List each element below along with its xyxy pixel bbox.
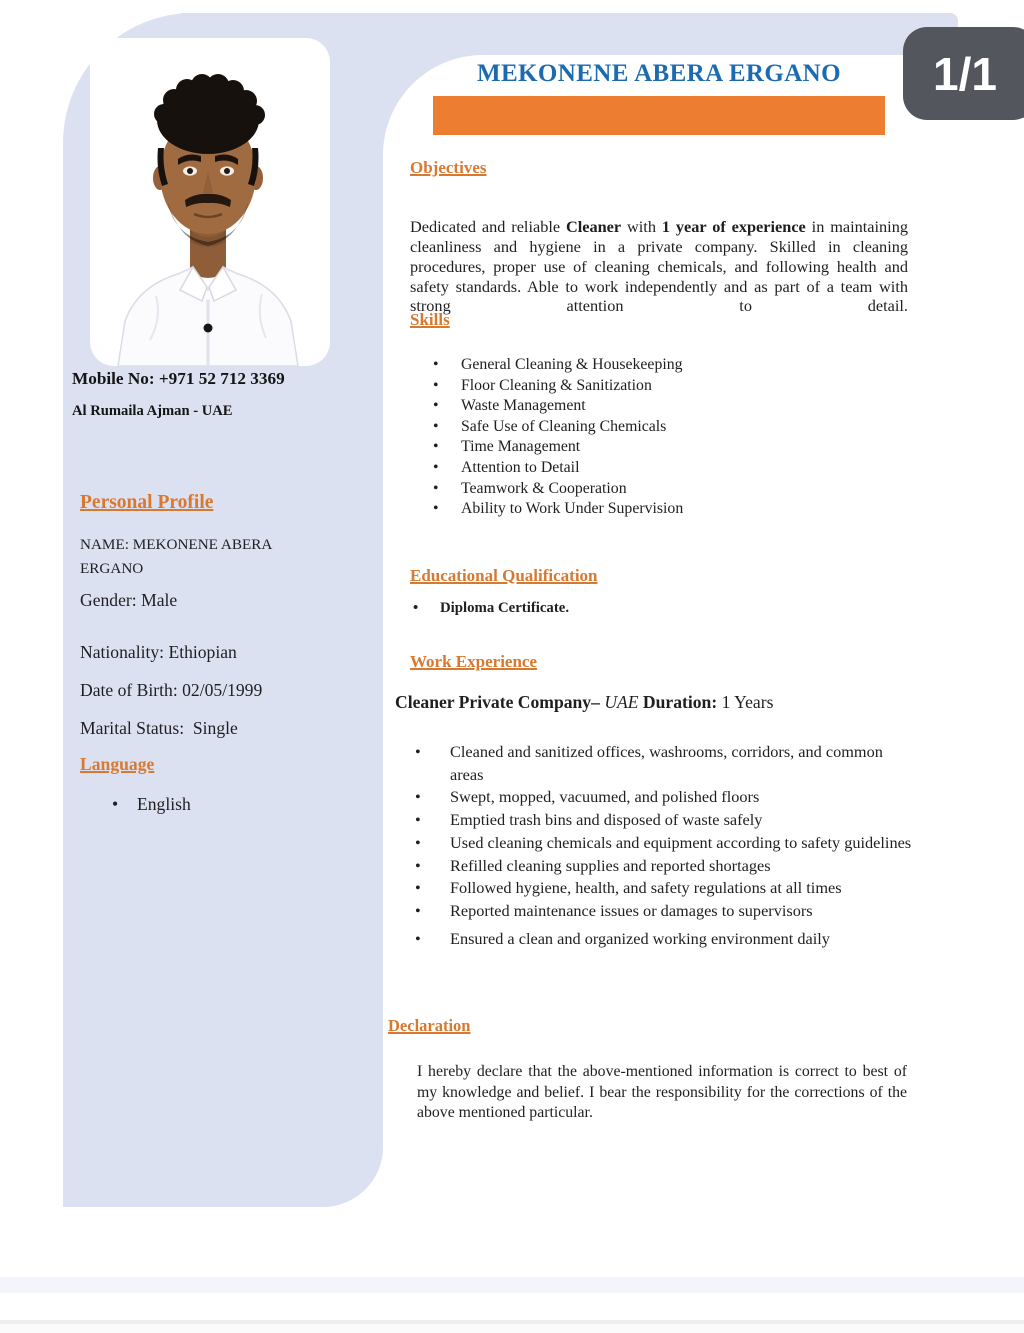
skill-item: • Floor Cleaning & Sanitization [433, 376, 873, 397]
profile-name: NAME: MEKONENE ABERA ERGANO [80, 536, 272, 577]
education-item: • Diploma Certificate. [413, 598, 853, 618]
declaration-heading: Declaration [388, 1016, 471, 1035]
bullet-icon [433, 396, 461, 417]
bullet-icon [415, 928, 450, 951]
portrait-illustration [90, 38, 330, 366]
bullet-icon [433, 458, 461, 479]
skills-heading: Skills [410, 310, 450, 329]
skill-item: • Waste Management [433, 396, 873, 417]
objectives-experience: 1 year of experience [661, 217, 806, 237]
employer-line [395, 692, 773, 713]
objectives-heading: Objectives [410, 158, 487, 177]
bullet-icon [413, 598, 440, 618]
duration-label: Duration: [642, 692, 718, 712]
title-accent-bar [433, 96, 885, 135]
page-indicator-label: 1/1 [933, 47, 997, 100]
mobile-number: Mobile No: +971 52 712 3369 [72, 369, 285, 388]
skills-list [433, 355, 873, 520]
profile-photo [90, 38, 330, 366]
duty-item: • Used cleaning chemicals and equipment according to safety guidelines [415, 832, 920, 855]
skill-item: • Ability to Work Under Supervision [433, 499, 873, 520]
profile-gender: Gender: Male [80, 590, 178, 610]
duty-item: • Reported maintenance issues or damages to supervisors [415, 900, 920, 923]
bullet-icon [433, 499, 461, 520]
page-gap-band [0, 1277, 1024, 1293]
bullet-icon [415, 809, 450, 832]
employer-location: UAE [604, 692, 643, 712]
skill-item: • Teamwork & Cooperation [433, 479, 873, 500]
profile-marital-status: Marital Status: Single [80, 718, 238, 738]
duration-value: 1 Years [717, 692, 774, 712]
bullet-icon [415, 855, 450, 878]
bullet-icon [433, 437, 461, 458]
duty-item: • Cleaned and sanitized offices, washrooms, corridors, and common areas [415, 741, 920, 786]
work-experience-heading: Work Experience [410, 652, 538, 671]
page-title: MEKONENE ABERA ERGANO [476, 60, 841, 87]
duty-item: • Followed hygiene, health, and safety regulations at all times [415, 877, 920, 900]
bullet-icon [415, 786, 450, 809]
objectives-text: with [621, 217, 662, 237]
profile-date-of-birth: Date of Birth: 02/05/1999 [80, 680, 263, 700]
objectives-paragraph [410, 217, 908, 316]
duty-item: • Ensured a clean and organized working environment daily [415, 928, 920, 951]
bullet-icon [415, 877, 450, 900]
work-duties-list [415, 741, 920, 950]
bullet-icon [415, 832, 450, 855]
bullet-icon [433, 376, 461, 397]
duty-item: • Swept, mopped, vacuumed, and polished floors [415, 786, 920, 809]
bullet-icon [415, 900, 450, 923]
duty-item: • Emptied trash bins and disposed of waste safely [415, 809, 920, 832]
education-list [413, 598, 853, 618]
profile-nationality: Nationality: Ethiopian [80, 642, 237, 662]
bullet-icon [415, 741, 450, 786]
skill-item: • Safe Use of Cleaning Chemicals [433, 417, 873, 438]
objectives-text: Dedicated and reliable [410, 217, 566, 237]
bullet-icon [433, 417, 461, 438]
education-heading: Educational Qualification [410, 566, 598, 585]
objectives-role: Cleaner [565, 217, 622, 237]
skill-item: • Time Management [433, 437, 873, 458]
address: Al Rumaila Ajman - UAE [72, 403, 233, 419]
skill-item: • General Cleaning & Housekeeping [433, 355, 873, 376]
bullet-icon [112, 794, 137, 815]
page-indicator [903, 27, 1024, 120]
skill-item: • Attention to Detail [433, 458, 873, 479]
language-item: • English [112, 794, 191, 815]
bullet-icon [433, 355, 461, 376]
language-heading: Language [80, 754, 155, 774]
personal-profile-heading: Personal Profile [80, 492, 214, 513]
bullet-icon [433, 479, 461, 500]
declaration-paragraph: I hereby declare that the above-mentioned information is correct to best of my knowledge and belief. I bear the responsibility for the corrections of the above mentioned particular. [417, 1062, 907, 1122]
objectives-text: in maintaining cleanliness and hygiene in a private company. Skilled in cleaning procedures, proper use of cleaning chemicals, and following health and safety standards. Able to work independently and as part of a team with strong attention to detail. [410, 217, 908, 316]
duty-item: • Refilled cleaning supplies and reported shortages [415, 855, 920, 878]
next-page-edge [0, 1324, 1024, 1333]
employer-name: Cleaner Private Company– [395, 692, 605, 712]
